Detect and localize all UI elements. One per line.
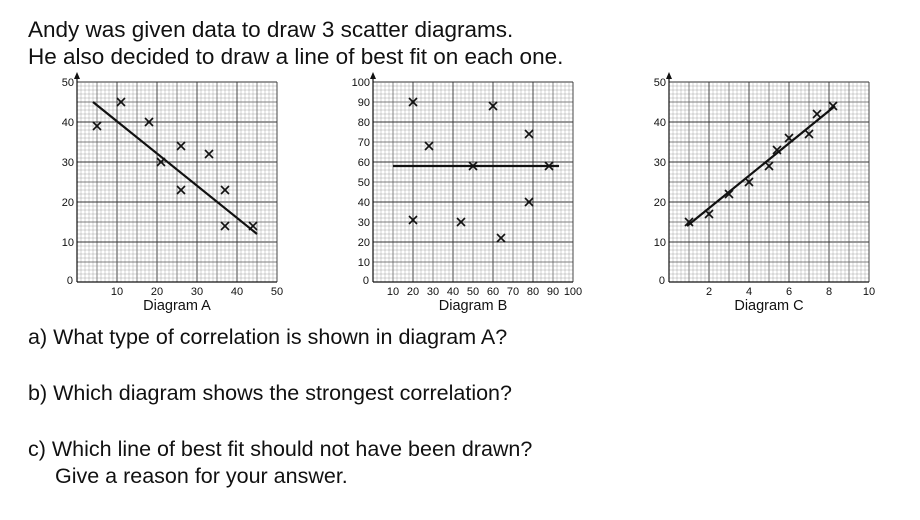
x-tick-label: 8 <box>825 286 833 298</box>
x-axis-title: Diagram A <box>143 298 211 314</box>
diagram-a-chart <box>50 72 300 320</box>
y-tick-label: 50 <box>61 77 74 89</box>
x-tick-label: 30 <box>190 286 204 298</box>
y-tick-label: 70 <box>357 137 370 149</box>
y-tick-label: 60 <box>357 157 370 169</box>
x-tick-label: 40 <box>230 286 244 298</box>
x-tick-label: 80 <box>526 286 540 298</box>
y-tick-label: 20 <box>653 197 666 209</box>
origin-label: 0 <box>66 275 73 287</box>
y-tick-label: 10 <box>653 237 666 249</box>
y-tick-label: 20 <box>357 237 370 249</box>
x-tick-label: 10 <box>110 286 124 298</box>
intro-line-2: He also decided to draw a line of best fit on each one. <box>28 44 564 69</box>
question-b: b) Which diagram shows the strongest correlation? <box>28 381 512 405</box>
y-tick-label: 100 <box>351 77 370 89</box>
question-c: c) Which line of best fit should not have been drawn? <box>28 437 533 461</box>
origin-label: 0 <box>658 275 665 287</box>
y-tick-label: 30 <box>653 157 666 169</box>
y-tick-label: 90 <box>357 97 370 109</box>
y-tick-label: 40 <box>357 197 370 209</box>
y-tick-label: 30 <box>61 157 74 169</box>
y-axis-arrow <box>666 72 672 79</box>
x-tick-label: 40 <box>446 286 460 298</box>
y-tick-label: 20 <box>61 197 74 209</box>
x-tick-label: 50 <box>270 286 284 298</box>
y-tick-label: 40 <box>653 117 666 129</box>
x-axis-title: Diagram C <box>734 298 804 314</box>
y-tick-label: 10 <box>61 237 74 249</box>
x-tick-label: 6 <box>785 286 793 298</box>
x-tick-label: 90 <box>546 286 560 298</box>
y-tick-label: 50 <box>357 177 370 189</box>
y-tick-label: 40 <box>61 117 74 129</box>
x-tick-label: 4 <box>745 286 753 298</box>
y-axis-arrow <box>370 72 376 79</box>
x-tick-label: 20 <box>406 286 420 298</box>
intro-text <box>28 16 563 70</box>
x-tick-label: 60 <box>486 286 500 298</box>
intro-line-1: Andy was given data to draw 3 scatter diagrams. <box>28 17 514 42</box>
x-tick-label: 50 <box>466 286 480 298</box>
diagram-c-chart <box>645 72 890 320</box>
y-tick-label: 80 <box>357 117 370 129</box>
x-tick-label: 70 <box>506 286 520 298</box>
x-tick-label: 2 <box>705 286 713 298</box>
y-tick-label: 50 <box>653 77 666 89</box>
y-axis-arrow <box>74 72 80 79</box>
x-tick-label: 30 <box>426 286 440 298</box>
diagram-b-chart <box>340 72 600 320</box>
x-tick-label: 10 <box>386 286 400 298</box>
origin-label: 0 <box>362 275 369 287</box>
y-tick-label: 10 <box>357 257 370 269</box>
x-axis-title: Diagram B <box>438 298 508 314</box>
question-a: a) What type of correlation is shown in diagram A? <box>28 325 508 349</box>
question-c-reason: Give a reason for your answer. <box>55 464 348 488</box>
x-tick-label: 100 <box>563 286 583 298</box>
x-tick-label: 10 <box>862 286 876 298</box>
x-tick-label: 20 <box>150 286 164 298</box>
y-tick-label: 30 <box>357 217 370 229</box>
